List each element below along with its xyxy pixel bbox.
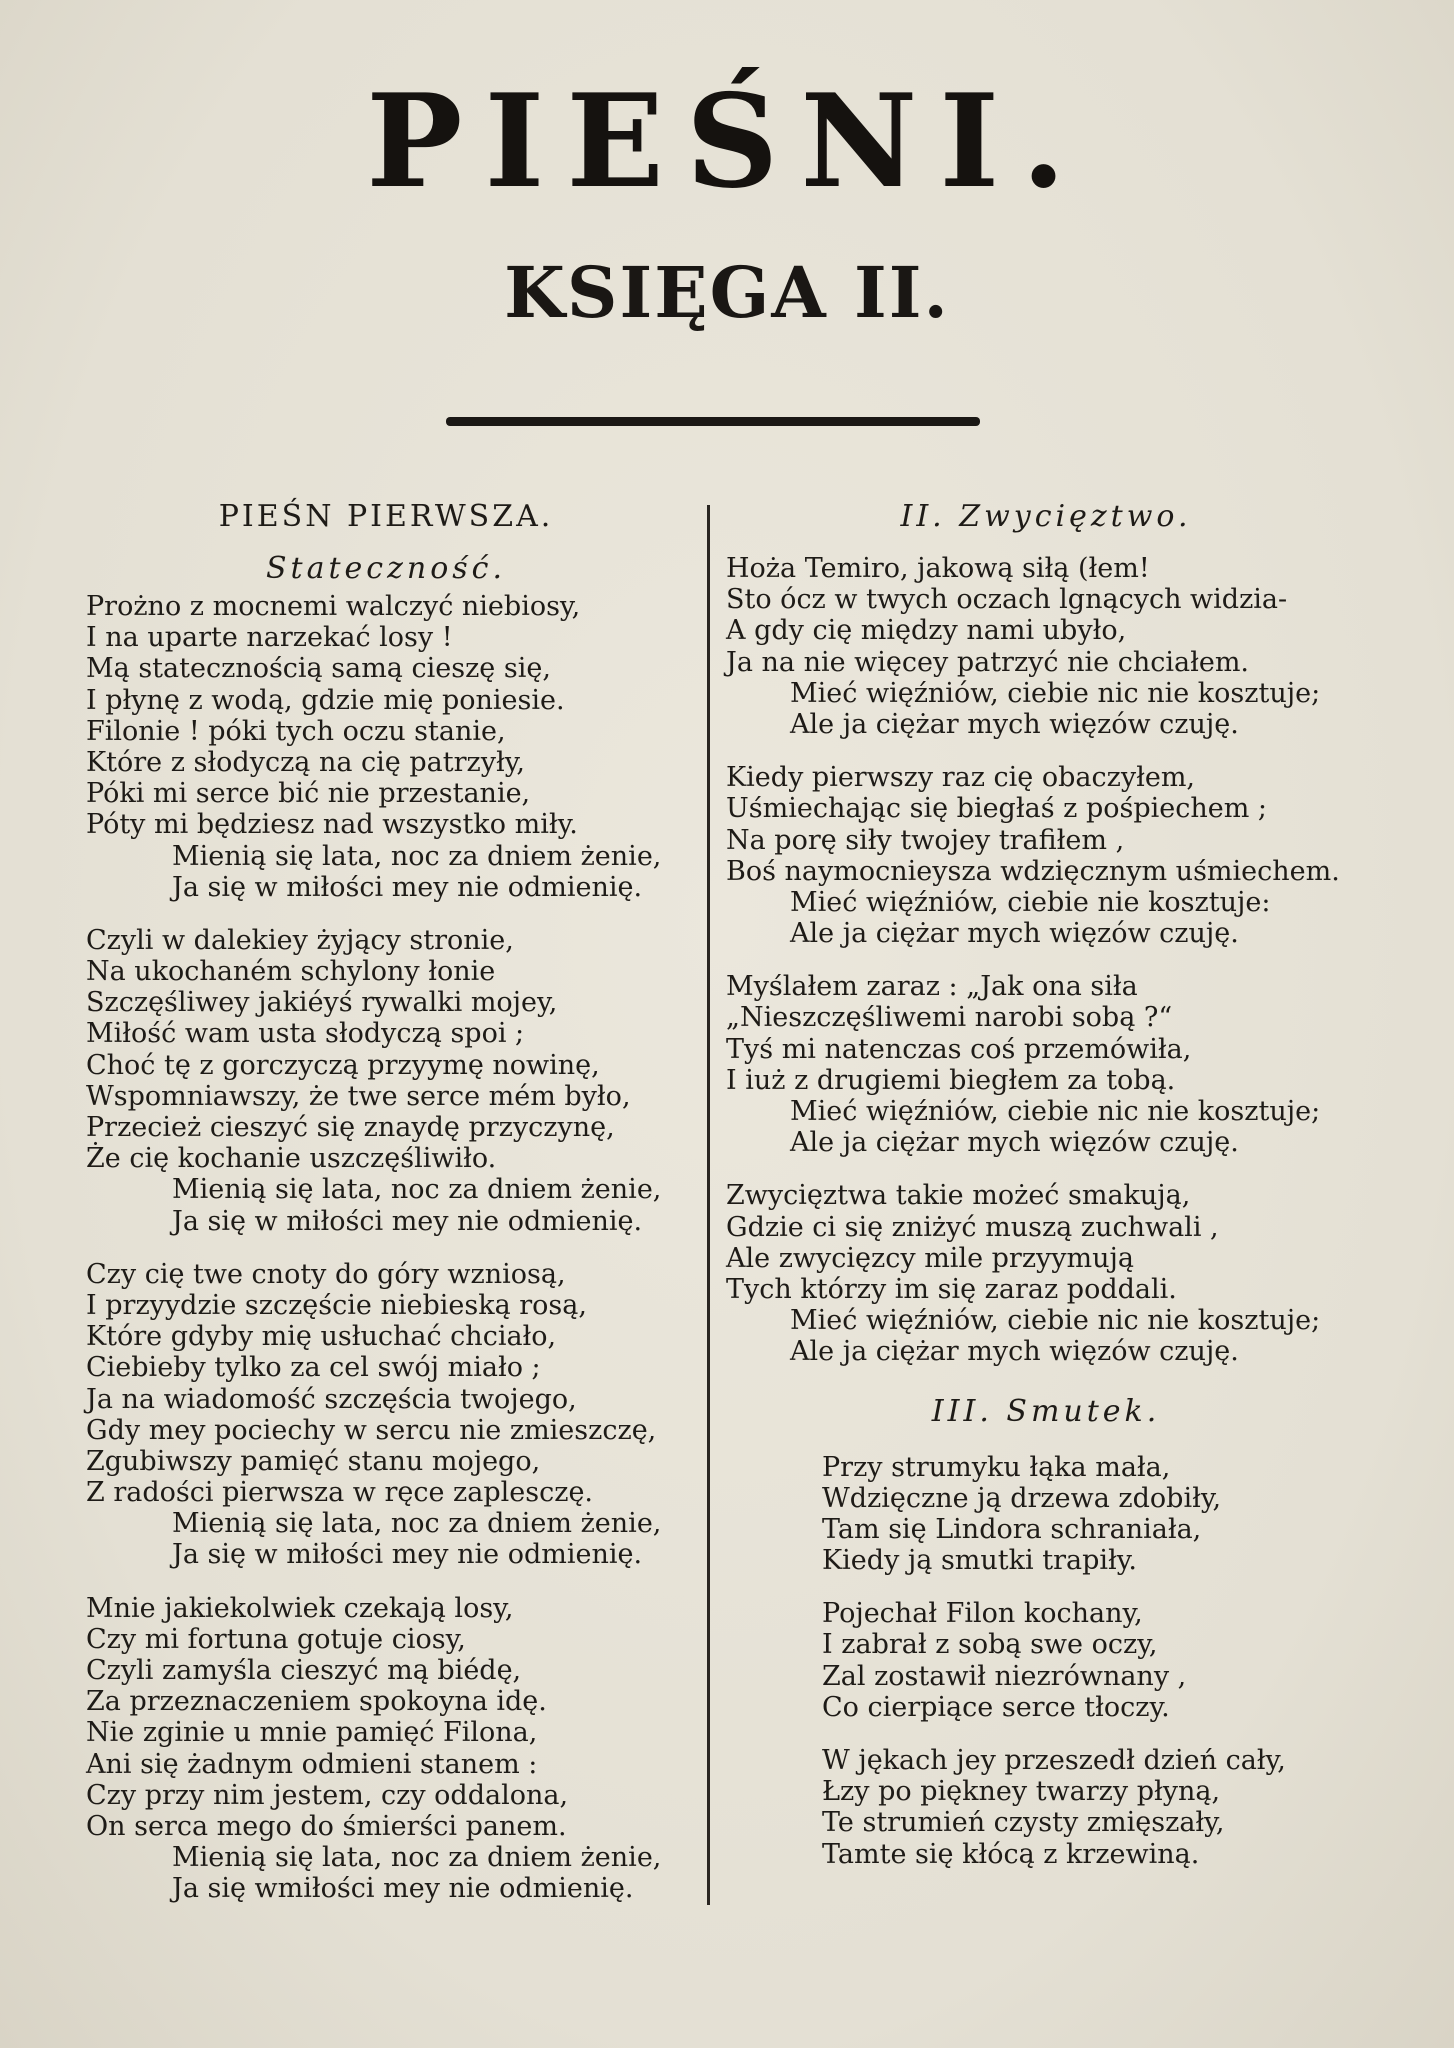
verse-line: Zal zostawił niezrównany , [822, 1660, 1187, 1692]
verse-line: Póty mi będziesz nad wszystko miły. [86, 809, 578, 841]
verse-line: Nie zginie u mnie pamięć Filona, [86, 1717, 538, 1749]
verse-line: Mieć więźniów, ciebie nic nie kosztuje; [790, 1096, 1321, 1127]
verse-line: Ciebieby tylko za cel swój miało ; [86, 1352, 541, 1384]
verse-line: Przecież cieszyć się znaydę przyczynę, [86, 1112, 615, 1143]
verse-line: Gdy mey pociechy w sercu nie zmieszczę, [86, 1414, 657, 1446]
verse-line: Prożno z mocnemi walczyć niebiosy, [86, 591, 581, 622]
verse-line: Pojechał Filon kochany, [822, 1598, 1143, 1630]
song-heading: PIEŚN PIERWSZA. [218, 499, 554, 534]
verse-line: Póki mi serce bić nie przestanie, [86, 778, 531, 810]
verse-line: I płynę z wodą, gdzie mię poniesie. [86, 684, 565, 716]
right-column [726, 495, 1366, 1892]
verse-line: Ale zwycięzcy mile przyymują [726, 1242, 1135, 1274]
decorative-rule [446, 417, 980, 426]
poem-body [86, 591, 686, 1905]
poem-body [726, 1452, 1366, 1870]
verse-line: Które gdyby mię usłuchać chciało, [86, 1321, 557, 1353]
column-divider [707, 505, 710, 1905]
verse-line: Kiedy pierwszy raz cię obaczyłem, [726, 762, 1196, 794]
verse-line: Uśmiechając się biegłaś z pośpiechem ; [726, 793, 1268, 825]
stanza [726, 762, 1366, 949]
verse-line: Mieć więźniów, ciebie nic nie kosztuje; [790, 1305, 1321, 1337]
verse-line: Na ukochaném schylony łonie [86, 956, 496, 988]
verse-line: Mnie jakiekolwiek czekają losy, [86, 1592, 514, 1624]
verse-line: Co cierpiące serce tłoczy. [822, 1691, 1170, 1723]
verse-line: Ale ja ciężar mych więzów czuję. [790, 918, 1239, 950]
verse-line: Ja się w miłości mey nie odmienię. [172, 1205, 643, 1237]
stanza [86, 1593, 686, 1905]
verse-line: Tyś mi natenczas coś przemówiła, [726, 1033, 1192, 1065]
poem-body [726, 553, 1366, 1368]
book-subtitle: KSIĘGA II. [504, 251, 950, 334]
verse-line: Ja na wiadomość szczęścia twojego, [86, 1383, 577, 1415]
verse-line: Wdzięczne ją drzewa zdobiły, [822, 1482, 1222, 1514]
verse-line: Boś naymocnieysza wdzięcznym uśmiechem. [726, 855, 1340, 887]
verse-line: Zgubiwszy pamięć stanu mojego, [86, 1445, 541, 1477]
verse-line: Ja się w miłości mey nie odmienię. [172, 1539, 643, 1571]
verse-line: Zwycięztwa takie możeć smakują, [726, 1180, 1191, 1212]
stanza [726, 1452, 1366, 1577]
verse-line: Ja się w miłości mey nie odmienię. [172, 871, 643, 903]
verse-line: On serca mego do śmierści panem. [86, 1810, 567, 1842]
song-subheading: Stateczność. [265, 551, 507, 586]
verse-line: Mieć więźniów, ciebie nie kosztuje: [790, 886, 1271, 918]
song-heading: II. Zwycięztwo. [900, 499, 1192, 534]
verse-line: I zabrał z sobą swe oczy, [822, 1629, 1158, 1661]
verse-line: Choć tę z gorczyczą przyymę nowinę, [86, 1049, 600, 1081]
stanza [726, 553, 1366, 740]
verse-line: Kiedy ją smutki trapiły. [822, 1545, 1138, 1577]
stanza [86, 591, 686, 903]
verse-line: Sto ócz w twych oczach lgnących widzia- [726, 584, 1288, 616]
verse-line: Ale ja ciężar mych więzów czuję. [790, 1336, 1239, 1368]
verse-line: Mą statecznością samą cieszę się, [86, 653, 551, 685]
verse-line: Czy cię twe cnoty do góry wzniosą, [86, 1258, 566, 1290]
stanza [726, 1598, 1366, 1723]
verse-line: Mienią się lata, noc za dniem żenie, [172, 840, 662, 872]
verse-line: Czy przy nim jestem, czy oddalona, [86, 1779, 569, 1811]
stanza [86, 925, 686, 1237]
verse-line: A gdy cię między nami ubyło, [726, 615, 1127, 647]
verse-line: Szczęśliwey jakiéyś rywalki mojey, [86, 987, 558, 1019]
stanza [726, 1745, 1366, 1870]
verse-line: W jękach jey przeszedł dzień cały, [822, 1745, 1286, 1776]
left-column [86, 495, 686, 1927]
verse-line: I iuż z drugiemi biegłem za tobą. [726, 1064, 1176, 1096]
verse-line: Ale ja ciężar mych więzów czuję. [790, 1127, 1239, 1159]
verse-line: Ja na nie więcey patrzyć nie chciałem. [726, 646, 1250, 678]
verse-line: Myślałem zaraz : „Jak ona siła [726, 971, 1138, 1003]
verse-line: Łzy po piękney twarzy płyną, [822, 1776, 1221, 1808]
verse-line: Wspomniawszy, że twe serce mém było, [86, 1080, 631, 1112]
verse-line: I na uparte narzekać losy ! [86, 622, 453, 654]
verse-line: Tam się Lindora schraniała, [822, 1513, 1202, 1545]
verse-line: Które z słodyczą na cię patrzyły, [86, 746, 525, 778]
verse-line: Te strumień czysty zmięszały, [822, 1807, 1225, 1839]
verse-line: Z radości pierwsza w ręce zaplesczę. [86, 1477, 594, 1509]
verse-line: „Nieszczęśliwemi narobi sobą ?“ [726, 1002, 1173, 1034]
page-title: PIEŚNI. [366, 67, 1088, 217]
verse-line: Tych którzy im się zaraz poddali. [726, 1273, 1177, 1305]
verse-line: Mienią się lata, noc za dniem żenie, [172, 1174, 662, 1206]
song-heading: III. Smutek. [931, 1393, 1161, 1429]
verse-line: Filonie ! póki tych oczu stanie, [86, 715, 506, 747]
verse-line: I przyydzie szczęście niebieską rosą, [86, 1289, 587, 1321]
verse-line: Miłość wam usta słodyczą spoi ; [86, 1018, 525, 1050]
stanza [86, 1259, 686, 1571]
verse-line: Że cię kochanie uszczęśliwiło. [86, 1143, 497, 1175]
verse-line: Mienią się lata, noc za dniem żenie, [172, 1508, 662, 1540]
verse-line: Na porę siły twojey trafiłem , [726, 824, 1125, 856]
verse-line: Mieć więźniów, ciebie nic nie kosztuje; [790, 677, 1321, 709]
verse-line: Czyli w dalekiey żyjący stronie, [86, 924, 514, 956]
verse-line: Czyli zamyśla cieszyć mą biédę, [86, 1655, 522, 1686]
stanza [726, 1180, 1366, 1367]
verse-line: Tamte się kłócą z krzewiną. [822, 1838, 1200, 1870]
verse-line: Ja się wmiłości mey nie odmienię. [172, 1873, 634, 1905]
verse-line: Mienią się lata, noc za dniem żenie, [172, 1842, 662, 1874]
verse-line: Gdzie ci się zniżyć muszą zuchwali , [726, 1211, 1219, 1243]
verse-line: Ale ja ciężar mych więzów czuję. [790, 708, 1239, 740]
verse-line: Za przeznaczeniem spokoyna idę. [86, 1686, 547, 1718]
verse-line: Przy strumyku łąka mała, [822, 1451, 1171, 1483]
stanza [726, 971, 1366, 1158]
verse-line: Hoża Temiro, jakową siłą (łem! [726, 553, 1150, 584]
verse-line: Czy mi fortuna gotuje ciosy, [86, 1623, 466, 1655]
verse-line: Ani się żadnym odmieni stanem : [86, 1748, 538, 1780]
